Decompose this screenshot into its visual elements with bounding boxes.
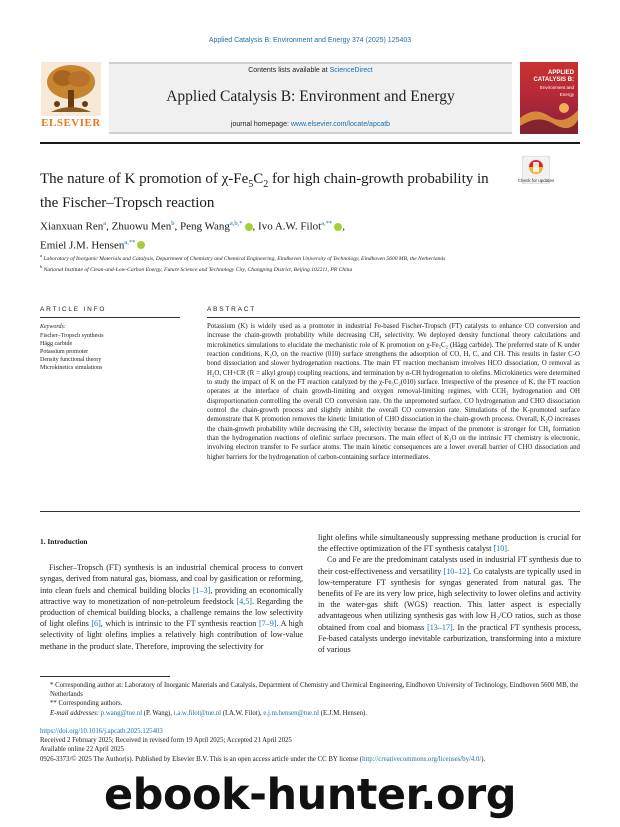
email-link[interactable]: i.a.w.filot@tue.nl	[173, 709, 222, 717]
author-affil-sup[interactable]: b	[171, 220, 175, 227]
text-run: . Regarding the production of chemical building blocks, a challenge remains the low selectivity of light olefins	[40, 596, 303, 629]
received-dates: Received 2 February 2025; Received in revised form 19 April 2025; Accepted 21 April 2025	[40, 737, 292, 745]
citation-link[interactable]: [1–3]	[192, 585, 211, 595]
text-run: , which is intrinsic to the FT synthesis reaction	[100, 619, 259, 629]
cover-art-icon	[520, 98, 578, 134]
text-run: Fischer–Tropsch (FT) synthesis is an industrial chemical process to convert syngas, derived from natural gas, biomass, and coal by gasification or reforming, into clean fuels and chemical building blocks	[40, 563, 303, 595]
affiliation-b-text: National Institute of Clean-and-Low-Carbon Energy, Future Science and Technology City, Changping District, Beijing 102211, PR China	[43, 266, 353, 273]
sciencedirect-link[interactable]: ScienceDirect	[329, 67, 373, 74]
abstract-text: Potassium (K) is widely used as a promoter in industrial Fe-based Fischer-Tropsch (FT) catalysts to enhance CO conversion and increase the chain-growth probability while decreasing CH₄ selectivity. We deployed density functional theory calculations and microkinetics simulations to elucidate the mechanistic role of K promotion on χ-Fe₅C₂ (Hägg carbide). The preferred state of K under reaction conditions, K₂O, on the reactive (010) surface strengthens the adsorption of CO, H, C, and CH. This results in faster C-O bond dissociation and slower hydrogenation reactions. The main FT reaction mechanism involves HCO dissociation, O removal as H₂O, CH+CR (R = alkyl group) coupling reactions, and termination by α-CH hydrogenation to olefins. Microkinetics were determined to study the impact of K on the FT reaction catalyzed by the χ-Fe₅C₂(010) surface. Irrespective of the presence of K, the FT reaction operates at the interface of chain growth-limiting and oxygen removal-limiting regimes, with CCH₂ hydrogenation and OH disproportionation controlling the overall CO conversion rate. On the unpromoted surface, CO hydrogenation and CHO dissociation control the chain-growth process and slightly inhibit the overall CO conversion rate. Simulations of the K-promoted surface demonstrate that K promotion removes the kinetic limitation of CHO dissociation in the chain-growth process. Overall, K₂O increases the chain-growth probability while decreasing the CH₄ selectivity because the impact of the promoter is stronger for CH₄ formation than the hydrogenation reactions of olefinic surface precursors. The main effect of K₂O on the intrinsic FT chemistry is electronic, involving electron transfer to Fe surface atoms. The main kinetic consequences are a lower overall barrier of CHO dissociation and higher barriers for the hydrogenation of carbon-containing surface intermediates.	[207, 323, 580, 461]
author-affil-sup[interactable]: a	[103, 220, 107, 227]
keyword-item: Density functional theory	[40, 357, 102, 363]
journal-reference-header[interactable]: Applied Catalysis B: Environment and Energy 374 (2025) 125403	[208, 37, 412, 44]
masthead-panel	[109, 62, 512, 134]
contents-line	[109, 67, 512, 74]
email-link[interactable]: p.wang@tue.nl	[100, 709, 143, 717]
text-run: light olefins while simultaneously suppressing methane production is crucial for the effective optimization of the FT synthesis catalyst	[318, 533, 581, 554]
email-link[interactable]: e.j.m.hensen@tue.nl	[263, 709, 320, 717]
abstract-bottom-rule	[40, 511, 580, 512]
license-text-end: ).	[481, 755, 486, 763]
text-run: . Co catalysts are typically used in low-temperature FT synthesis for syngas generated from natural gas. The benefits of Fe are its very low price, high selectivity to lower olefins and activity in the water-gas shift (WGS) reaction. This latter aspect is especially advantageous when utilizing synthesis gas with low H₂/CO ratios, such as those obtained from coal and biomass	[318, 566, 582, 632]
author-name[interactable]: Peng Wang	[179, 220, 230, 233]
affiliation-a-text: Laboratory of Inorganic Materials and Catalysis, Department of Chemistry and Chemical Engineering, Eindhoven University of Technology, Eindhoven 5600 MB, the Netherlands	[43, 255, 446, 262]
cover-line-2: CATALYSIS B:	[533, 77, 574, 83]
affiliation-b-label: b	[40, 263, 43, 269]
body-column-right	[318, 532, 581, 655]
article-info-rule	[40, 317, 180, 318]
journal-homepage-link[interactable]: www.elsevier.com/locate/apcatb	[290, 121, 391, 128]
affiliation-a-label: a	[40, 253, 42, 258]
body-paragraph	[40, 562, 303, 652]
body-column-left	[40, 536, 303, 652]
keyword-item: Microkinetics simulations	[40, 365, 103, 371]
affiliation-a	[40, 252, 560, 263]
journal-title: Applied Catalysis B: Environment and Energy	[166, 88, 455, 105]
section-heading-introduction: 1. Introduction	[40, 537, 88, 546]
author-affil-sup[interactable]: a,b,*	[229, 220, 243, 227]
abstract-heading: ABSTRACT	[207, 306, 257, 313]
footnote-rule	[40, 676, 170, 677]
author-name[interactable]: Ivo A.W. Filot	[258, 220, 322, 233]
citation-link[interactable]: [7–9]	[258, 619, 277, 629]
license-text: 0926-3373/© 2025 The Author(s). Published by Elsevier B.V. This is an open access article under the CC BY license (	[40, 755, 363, 763]
text-run: . In the practical FT synthesis process, Fe-based catalysts undergo inevitable carburization, transforming into a mixture of various	[318, 622, 581, 655]
text-run: , providing an economically attractive way to monetization of non-petroleum feedstock	[40, 585, 303, 606]
text-run: .	[506, 544, 509, 554]
author-name[interactable]: Xianxuan Ren	[40, 220, 104, 233]
publication-info	[40, 727, 580, 764]
masthead-divider	[40, 142, 580, 144]
orcid-icon[interactable]	[334, 223, 342, 231]
journal-cover-thumbnail[interactable]	[520, 62, 578, 134]
title-part-2: C	[253, 171, 264, 187]
body-paragraph	[318, 554, 581, 655]
footnote-corresponding: * Corresponding author at: Laboratory of Inorganic Materials and Catalysis, Department of Chemistry and Chemical Engineering, Eindhoven University of Technology, Eindhoven 5600 MB, the Netherlands	[50, 682, 579, 699]
elsevier-wordmark: ELSEVIER	[41, 117, 101, 129]
author-name[interactable]: Zhuowu Men	[111, 220, 172, 233]
elsevier-tree-icon	[41, 62, 101, 116]
citation-link[interactable]: [6]	[91, 619, 101, 629]
citation-link[interactable]: [4,5]	[236, 596, 252, 606]
abstract-rule	[207, 317, 580, 318]
footnote-emails	[40, 709, 580, 718]
cover-line-4: Energy	[559, 92, 574, 97]
email-label: E-mail addresses:	[50, 709, 101, 717]
check-for-updates-label[interactable]: Check for updates	[517, 178, 555, 183]
author-list: Xianxuan Ren$^a$, Zhuowu Men$^b$, Peng Wang$^{a,b,*}$ , Ivo A.W. Filot$^{a,**}$ , Emiel J.M. Hensen$^{a,**}$	[40, 220, 345, 252]
cover-line-3: Environment and	[539, 85, 574, 90]
author-affil-sup[interactable]: a,**	[124, 238, 136, 246]
title-subscript-1: 5	[248, 179, 254, 190]
elsevier-logo[interactable]	[40, 62, 102, 132]
homepage-line	[109, 121, 512, 128]
affiliations	[40, 252, 560, 274]
body-paragraph	[318, 532, 581, 554]
journal-masthead	[40, 62, 580, 136]
keywords-list	[40, 332, 180, 372]
orcid-icon[interactable]	[137, 241, 145, 249]
available-online-date: Available online 22 April 2025	[40, 746, 125, 754]
affiliation-b	[40, 263, 560, 274]
citation-link[interactable]: [10–12]	[443, 566, 470, 576]
author-affil-sup[interactable]: a,**	[321, 220, 333, 227]
article-title	[40, 170, 500, 213]
keyword-item: Potassium promoter	[40, 349, 89, 355]
citation-link[interactable]: [13–17]	[427, 622, 453, 632]
text-run: . A high selectivity of light olefins implies a relatively high contribution of low-value methane in the product slate. Therefore, improving the selectivity for	[40, 619, 303, 651]
keyword-item: Hägg carbide	[40, 341, 73, 347]
email-owner: (I.A.W. Filot),	[221, 709, 264, 717]
contents-prefix: Contents lists available at	[248, 67, 330, 74]
watermark-text: ebook-hunter.org	[104, 770, 516, 820]
keyword-item: Fischer–Tropsch synthesis	[40, 333, 104, 339]
license-link[interactable]: http://creativecommons.org/licenses/by/4.0/	[362, 755, 482, 763]
email-owner: (E.J.M. Hensen).	[319, 709, 367, 717]
cover-title	[533, 70, 574, 98]
license-line	[40, 755, 580, 764]
footnotes	[40, 681, 580, 718]
article-info-heading: ARTICLE INFO	[40, 306, 107, 313]
title-subscript-2: 2	[263, 179, 269, 190]
orcid-icon[interactable]	[245, 223, 253, 231]
email-owner: (P. Wang),	[142, 709, 174, 717]
citation-link[interactable]: [10]	[493, 544, 507, 554]
title-part-1: The nature of K promotion of χ-Fe	[40, 171, 249, 187]
doi-link[interactable]: https://doi.org/10.1016/j.apcatb.2025.125403	[40, 728, 163, 735]
keywords-label: Keywords:	[40, 324, 66, 330]
footnote-corresponding-authors: ** Corresponding authors.	[50, 700, 123, 708]
author-name[interactable]: Emiel J.M. Hensen	[40, 239, 125, 252]
title-part-3: for high chain-growth probability in the Fischer–Tropsch reaction	[40, 171, 489, 211]
text-run: Co and Fe are the predominant catalysts used in industrial FT synthesis due to their cost-effectiveness and versatility	[318, 555, 581, 576]
homepage-prefix: journal homepage:	[230, 121, 291, 128]
cover-line-1: APPLIED	[547, 70, 574, 76]
